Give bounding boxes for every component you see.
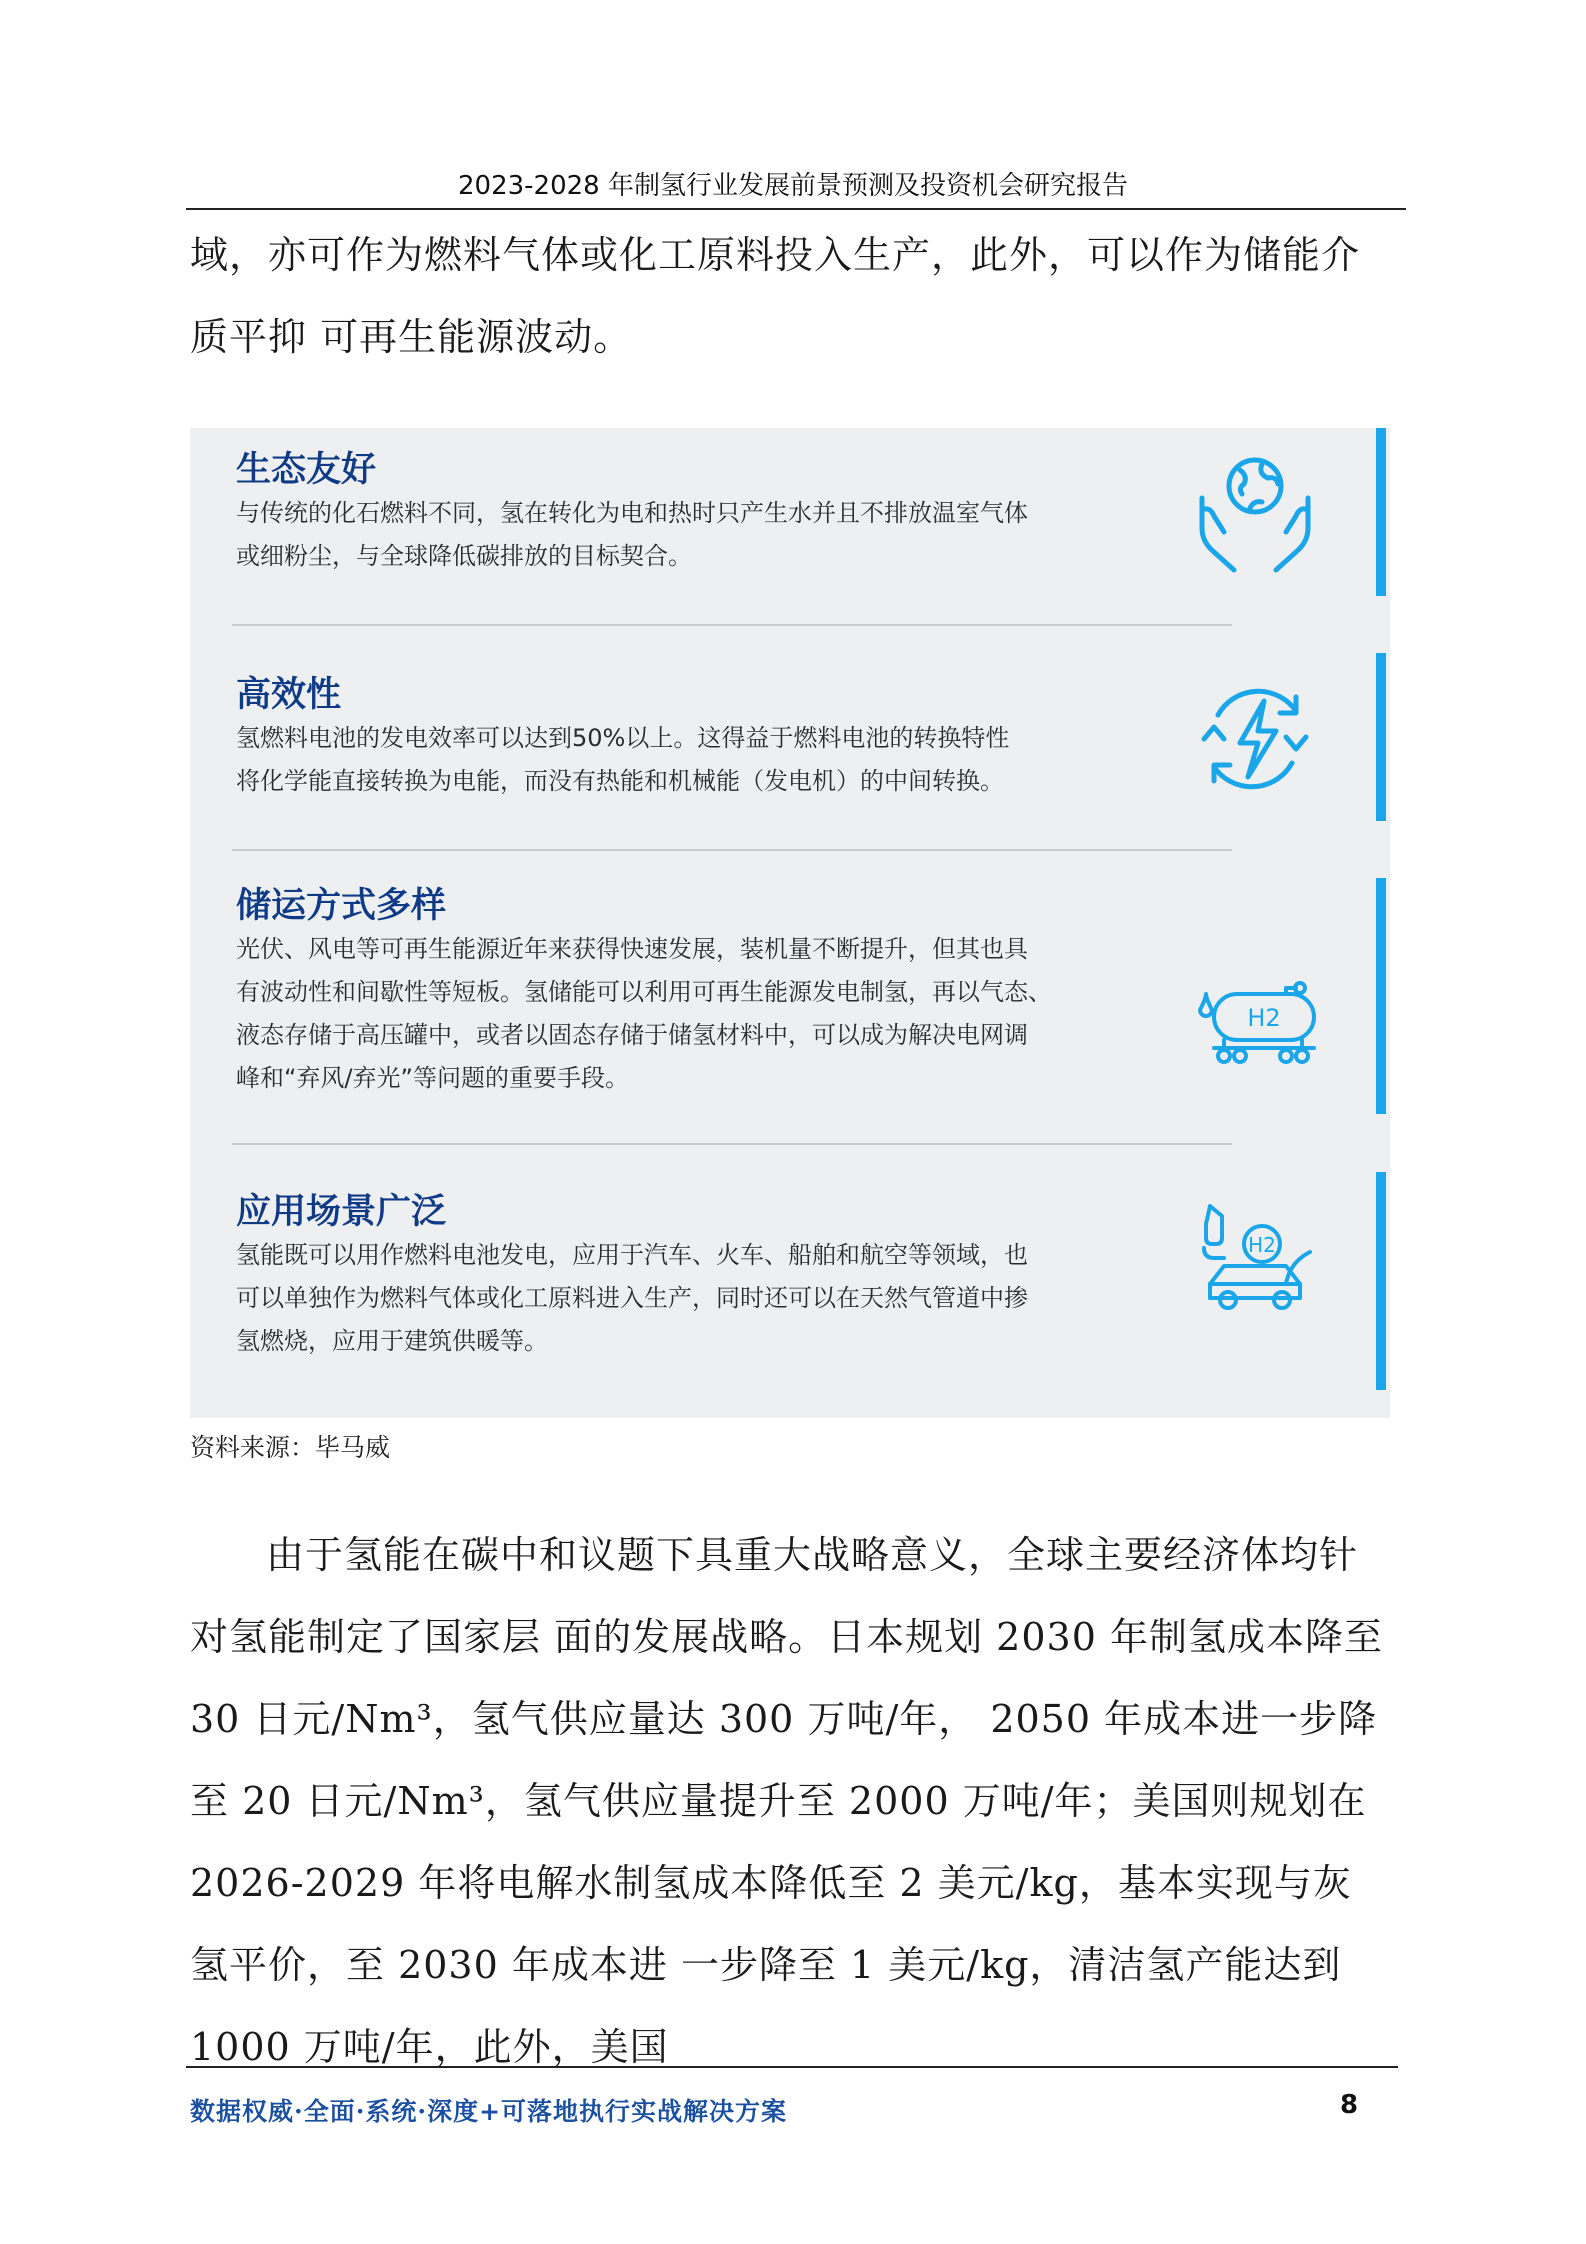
- section-divider: [232, 1143, 1232, 1145]
- hydrogen-car-icon: [1190, 1198, 1320, 1328]
- section-line: 氢燃料电池的发电效率可以达到50%以上。这得益于燃料电池的转换特性: [236, 724, 1010, 752]
- page-number: 8: [1340, 2090, 1359, 2120]
- hydrogen-advantages-infobox: [190, 428, 1390, 1418]
- section-body: [236, 717, 1186, 803]
- hydrogen-tanker-icon: [1190, 968, 1320, 1098]
- section-title: 储运方式多样: [236, 886, 447, 926]
- source-note: 资料来源：毕马威: [190, 1433, 391, 1462]
- report-header-title: 2023-2028 年制氢行业发展前景预测及投资机会研究报告: [458, 171, 1128, 201]
- section-line: 或细粉尘，与全球降低碳排放的目标契合。: [236, 542, 692, 570]
- section-line: 有波动性和间歇性等短板。氢储能可以利用可再生能源发电制氢，再以气态、: [236, 978, 1052, 1006]
- earth-hands-icon: [1190, 448, 1320, 578]
- tanker-h2-label: H2: [1247, 1004, 1281, 1032]
- lightning-cycle-icon: [1190, 673, 1320, 803]
- section-line: 将化学能直接转换为电能，而没有热能和机械能（发电机）的中间转换。: [236, 767, 1004, 795]
- section-divider: [232, 624, 1232, 626]
- section-body: [236, 1234, 1186, 1363]
- intro-paragraph: 域，亦可作为燃料气体或化工原料投入生产，此外，可以作为储能介质平抑 可再生能源波动。: [190, 233, 1361, 359]
- section-body: [236, 928, 1186, 1100]
- section-accent-bar: [1376, 1172, 1386, 1390]
- section-line: 可以单独作为燃料气体或化工原料进入生产，同时还可以在天然气管道中掺: [236, 1284, 1028, 1312]
- section-title: 生态友好: [236, 450, 377, 490]
- section-accent-bar: [1376, 428, 1386, 596]
- section-line: 光伏、风电等可再生能源近年来获得快速发展，装机量不断提升，但其也具: [236, 935, 1028, 963]
- section-line: 与传统的化石燃料不同，氢在转化为电和热时只产生水并且不排放温室气体: [236, 499, 1028, 527]
- section-accent-bar: [1376, 878, 1386, 1114]
- section-line: 氢燃烧，应用于建筑供暖等。: [236, 1327, 548, 1355]
- section-divider: [232, 849, 1232, 851]
- section-title: 应用场景广泛: [236, 1192, 447, 1232]
- body-paragraph: 由于氢能在碳中和议题下具重大战略意义，全球主要经济体均针对氢能制定了国家层 面的发展战略。日本规划 2030 年制氢成本降至 30 日元/Nm³，氢气供应量达 300 万吨/年， 2050 年成本进一步降至 20 日元/Nm³，氢气供应量提升至 2000 万吨/年；美国则规划在 2026-2029 年将电解水制氢成本降低至 2 美元/kg，基本实现与灰氢平价，至 2030 年成本进 一步降至 1 美元/kg，清洁氢产能达到 1000 万吨/年，此外，美国: [190, 1533, 1383, 2069]
- section-body: [236, 492, 1186, 578]
- section-accent-bar: [1376, 653, 1386, 821]
- section-line: 氢能既可以用作燃料电池发电，应用于汽车、火车、船舶和航空等领域，也: [236, 1241, 1028, 1269]
- footer-divider: [186, 2066, 1398, 2068]
- section-line: 峰和“弃风/弃光”等问题的重要手段。: [236, 1064, 629, 1092]
- section-title: 高效性: [236, 675, 342, 715]
- header-divider: [186, 208, 1406, 210]
- footer-slogan: 数据权威·全面·系统·深度+可落地执行实战解决方案: [190, 2097, 788, 2126]
- car-h2-label: H2: [1248, 1233, 1276, 1257]
- section-line: 液态存储于高压罐中，或者以固态存储于储氢材料中，可以成为解决电网调: [236, 1021, 1028, 1049]
